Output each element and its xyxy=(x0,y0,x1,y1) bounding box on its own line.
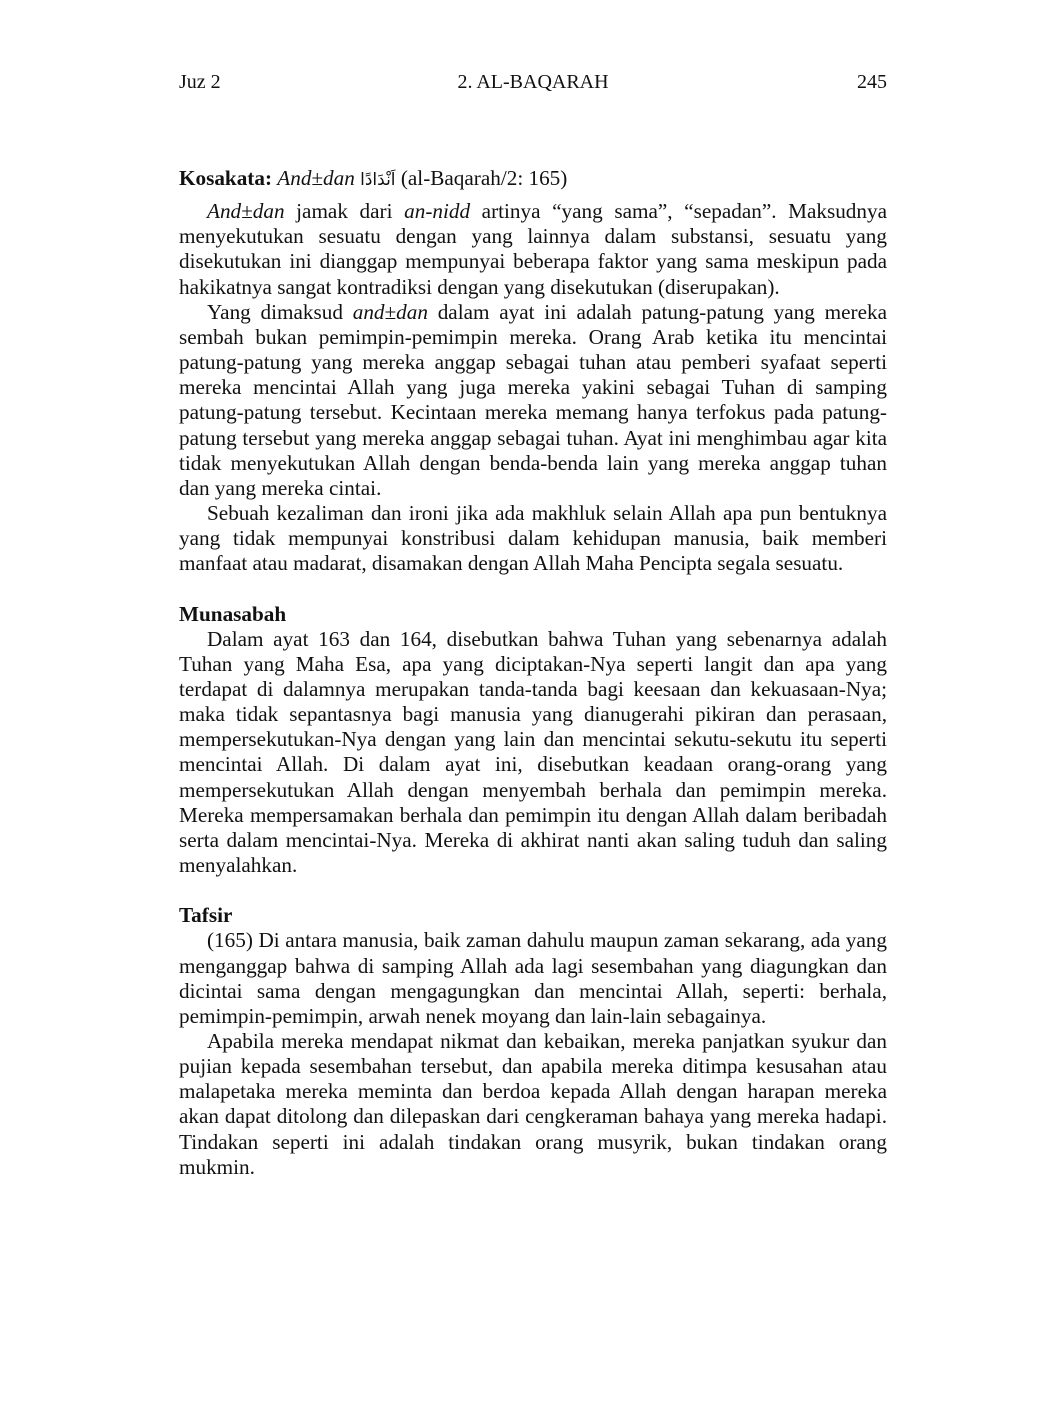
kosakata-p2-rest: dalam ayat ini adalah patung-patung yang mereka sembah bukan pemimpin-pemimpin mereka. Orang Arab ketika itu mencintai patung-patung yang mereka anggap sebagai tuhan atau pemberi syafaat seperti mereka mencintai Allah yang juga mereka yakini sebagai Tuhan di samping patung-patung tersebut. Kecintaan mereka memang hanya terfokus pada patung-patung tersebut yang mereka anggap sebagai tuhan. Ayat ini menghimbau agar kita tidak menyekutukan Allah dengan benda-benda lain yang mereka anggap tuhan dan yang mereka cintai. xyxy=(179,299,887,500)
kosakata-p2-start: Yang dimaksud xyxy=(207,299,353,324)
kosakata-term: And±dan xyxy=(277,166,355,190)
munasabah-paragraph: Dalam ayat 163 dan 164, disebutkan bahwa Tuhan yang sebenarnya adalah Tuhan yang Maha Esa, apa yang diciptakan-Nya seperti langit dan apa yang terdapat di dalamnya merupakan tanda-tanda bagi keesaan dan kekuasaan-Nya; maka tidak sepantasnya bagi manusia yang dianugerahi pikiran dan perasaan, mempersekutukan-Nya dengan yang lain dan mencintai sekutu-sekutu itu seperti mencintai Allah. Di dalam ayat ini, disebutkan keadaan orang-orang yang mempersekutukan Allah dengan menyembah berhala dan pemimpin mereka. Mereka mempersamakan berhala dan pemimpin itu dengan Allah dalam beribadah serta dalam mencintai-Nya. Mereka di akhirat nanti akan saling tuduh dan saling menyalahkan. xyxy=(179,626,887,878)
kosakata-heading xyxy=(179,166,887,193)
kosakata-paragraph-2 xyxy=(179,300,887,501)
tafsir-heading: Tafsir xyxy=(179,903,233,928)
surah-title: 2. AL-BAQARAH xyxy=(457,71,609,93)
kosakata-paragraph-3: Sebuah kezaliman dan ironi jika ada makhluk selain Allah apa pun bentuknya yang tidak mempunyai konstribusi dalam kehidupan manusia, baik memberi manfaat atau madarat, disamakan dengan Allah Maha Pencipta segala sesuatu. xyxy=(179,501,887,576)
kosakata-arabic: اَنْدَادًا xyxy=(360,170,396,190)
page-content xyxy=(179,166,887,1180)
kosakata-p1-mid: jamak dari xyxy=(284,199,405,224)
kosakata-p1-term: And±dan xyxy=(207,199,285,224)
page-header xyxy=(179,71,887,99)
munasabah-heading: Munasabah xyxy=(179,601,287,626)
tafsir-paragraph-2: Apabila mereka mendapat nikmat dan kebaikan, mereka panjatkan syukur dan pujian kepada sesembahan tersebut, dan apabila mereka ditimpa kesusahan atau malapetaka mereka meminta dan berdoa kepada Allah dengan harapan mereka akan dapat ditolong dan dilepaskan dari cengkeraman bahaya yang mereka hadapi. Tindakan seperti ini adalah tindakan orang musyrik, bukan tindakan orang mukmin. xyxy=(179,1029,887,1179)
kosakata-reference: (al-Baqarah/2: 165) xyxy=(400,166,568,190)
kosakata-label: Kosakata: xyxy=(179,166,272,190)
kosakata-paragraph-1 xyxy=(179,199,887,300)
tafsir-paragraph-1: (165) Di antara manusia, baik zaman dahulu maupun zaman sekarang, ada yang menganggap bahwa di samping Allah ada lagi sesembahan yang diagungkan dan dicintai sama dengan mengagungkan dan mencintai Allah, seperti: berhala, pemimpin-pemimpin, arwah nenek moyang dan lain-lain sebagainya. xyxy=(179,928,887,1028)
juz-label: Juz 2 xyxy=(179,71,221,93)
kosakata-p1-term2: an-nidd xyxy=(404,199,471,224)
kosakata-p1-rest: artinya “yang sama”, “sepadan”. Maksudnya menyekutukan sesuatu dengan yang lainnya dalam substansi, sesuatu yang disekutukan ini dianggap mempunyai beberapa faktor yang sama meskipun pada hakikatnya sangat kontradiksi dengan yang disekutukan (diserupakan). xyxy=(179,199,887,299)
kosakata-p2-term: and±dan xyxy=(352,299,428,324)
page-number: 245 xyxy=(857,71,887,93)
